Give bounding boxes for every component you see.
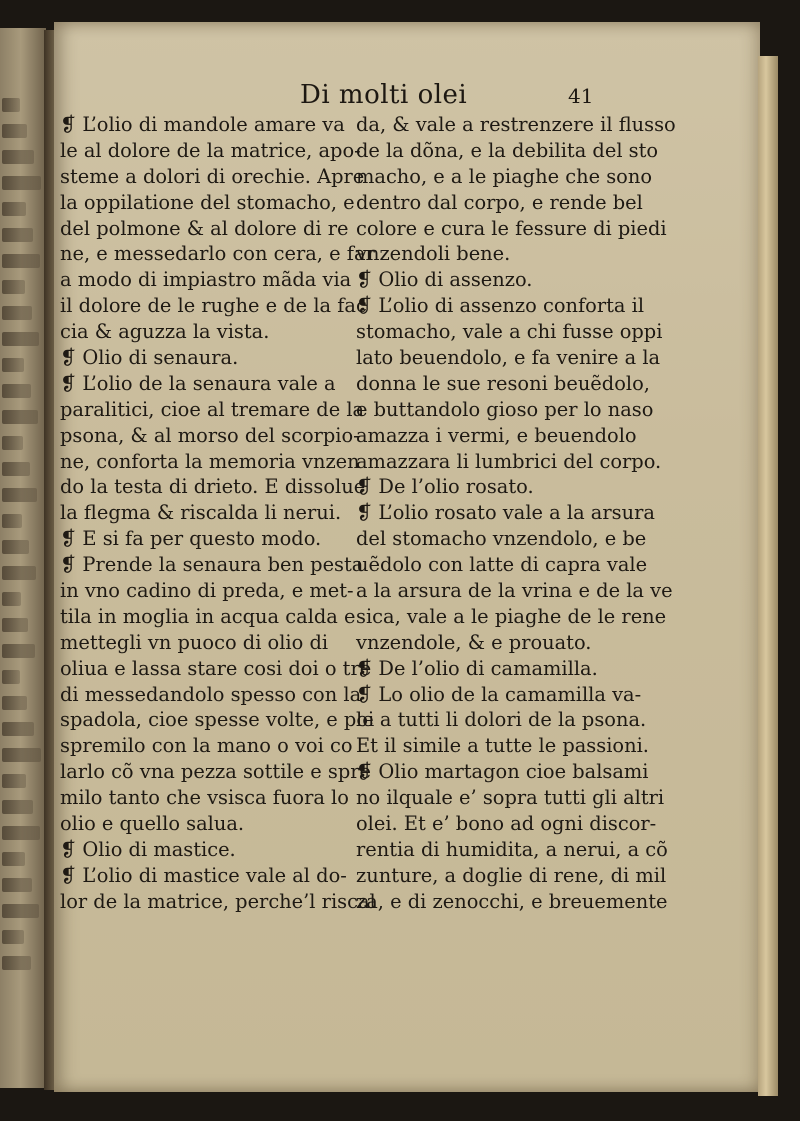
bleed-through-mark xyxy=(2,956,31,970)
text-line: ❡ Olio martagon cioe balsami xyxy=(356,760,649,784)
bleed-through-mark xyxy=(2,488,37,502)
text-line: de la dõna, e la debilita del sto xyxy=(356,138,659,162)
text-line: ❡ De l’olio di camamilla. xyxy=(356,656,598,680)
text-line: uẽdolo con latte di capra vale xyxy=(356,553,648,577)
text-line: no ilquale e’ sopra tutti gli altri xyxy=(356,786,665,810)
text-line: le al dolore de la matrice, apo- xyxy=(60,138,361,162)
page-number: 41 xyxy=(568,84,594,108)
book-fore-edge xyxy=(758,56,778,1096)
running-title: Di molti olei xyxy=(300,80,468,110)
text-line: donna le sue resoni beuẽdolo, xyxy=(356,371,650,395)
bleed-through-mark xyxy=(2,254,40,268)
text-line: vnzendole, & e prouato. xyxy=(356,630,592,654)
bleed-through-mark xyxy=(2,306,32,320)
text-line: amazzara li lumbrici del corpo. xyxy=(356,449,662,473)
text-line: ❡ De l’olio rosato. xyxy=(356,475,534,499)
text-line: ❡ L’olio di mastice vale al do- xyxy=(60,863,347,887)
bleed-through-mark xyxy=(2,202,26,216)
text-line: za, e di zenocchi, e breuemente xyxy=(356,889,668,913)
text-line: spadola, cioe spesse volte, e poi xyxy=(60,708,375,732)
text-line: la oppilatione del stomacho, e xyxy=(60,190,355,214)
bleed-through-mark xyxy=(2,228,33,242)
text-line: oliua e lassa stare cosi doi o tre xyxy=(60,656,372,680)
text-line: la flegma & riscalda li nerui. xyxy=(60,501,342,525)
text-line: olio e quello salua. xyxy=(60,812,245,836)
bleed-through-mark xyxy=(2,566,36,580)
text-line: ❡ L’olio de la senaura vale a xyxy=(60,371,336,395)
text-line: in vno cadino di preda, e met- xyxy=(60,579,354,603)
text-line: larlo cõ vna pezza sottile e spre xyxy=(60,760,371,784)
text-line: del polmone & al dolore di re xyxy=(60,216,349,240)
text-line: ❡ Olio di senaura. xyxy=(60,346,239,370)
bleed-through-mark xyxy=(2,878,32,892)
bleed-through-mark xyxy=(2,462,30,476)
text-line: ne, conforta la memoria vnzen xyxy=(60,449,360,473)
text-line: mettegli vn puoco di olio di xyxy=(60,630,329,654)
text-line: le a tutti li dolori de la psona. xyxy=(356,708,647,732)
text-line: di messedandolo spesso con la xyxy=(60,682,362,706)
bleed-through-mark xyxy=(2,696,27,710)
text-line: sica, vale a le piaghe de le rene xyxy=(356,604,667,628)
bleed-through-mark xyxy=(2,722,34,736)
previous-page-edge xyxy=(0,28,46,1088)
text-line: zunture, a doglie di rene, di mil xyxy=(356,863,667,887)
text-line: tila in moglia in acqua calda e xyxy=(60,604,356,628)
bleed-through-mark xyxy=(2,774,26,788)
text-line: da, & vale a restrenzere il flusso xyxy=(356,113,676,136)
text-line: ❡ E si fa per questo modo. xyxy=(60,527,322,551)
bleed-through-mark xyxy=(2,176,41,190)
text-line: vnzendoli bene. xyxy=(356,242,511,266)
bleed-through-mark xyxy=(2,332,39,346)
text-line: ne, e messedarlo con cera, e far xyxy=(60,242,375,266)
text-line: lor de la matrice, perche’l riscal xyxy=(60,889,376,913)
bleed-through-mark xyxy=(2,410,38,424)
bleed-through-mark xyxy=(2,540,29,554)
text-line: ❡ L’olio rosato vale a la arsura xyxy=(356,501,655,525)
text-line: a modo di impiastro mãda via xyxy=(60,268,352,292)
text-line: do la testa di drieto. E dissolue xyxy=(60,475,366,499)
text-line: e buttandolo gioso per lo naso xyxy=(356,397,654,421)
bleed-through-mark xyxy=(2,150,34,164)
text-line: milo tanto che vsisca fuora lo xyxy=(60,786,349,810)
bleed-through-mark xyxy=(2,800,33,814)
text-line: psona, & al morso del scorpio- xyxy=(60,423,360,447)
text-line: ❡ Olio di assenzo. xyxy=(356,268,533,292)
bleed-through-mark xyxy=(2,826,40,840)
right-text-column xyxy=(356,112,676,915)
bleed-through-mark xyxy=(2,514,22,528)
text-line: dentro dal corpo, e rende bel xyxy=(356,190,643,214)
bleed-through-mark xyxy=(2,280,25,294)
bleed-through-mark xyxy=(2,852,25,866)
bleed-through-mark xyxy=(2,358,24,372)
bleed-through-mark xyxy=(2,904,39,918)
bleed-through-mark xyxy=(2,98,20,112)
text-line: ❡ Prende la senaura ben pesta xyxy=(60,553,364,577)
text-line: spremilo con la mano o voi co xyxy=(60,734,353,758)
text-line: cia & aguzza la vista. xyxy=(60,320,270,344)
text-line: Et il simile a tutte le passioni. xyxy=(356,734,649,758)
bleed-through-mark xyxy=(2,644,35,658)
text-line: stomacho, vale a chi fusse oppi xyxy=(356,320,663,344)
bleed-through-mark xyxy=(2,748,41,762)
text-line: ❡ L’olio di assenzo conforta il xyxy=(356,294,645,318)
text-line: amazza i vermi, e beuendolo xyxy=(356,423,637,447)
bleed-through-mark xyxy=(2,930,24,944)
bleed-through-mark xyxy=(2,124,27,138)
left-text-column xyxy=(60,112,376,915)
text-line: olei. Et e’ bono ad ogni discor- xyxy=(356,812,657,836)
bleed-through-mark xyxy=(2,592,21,606)
bleed-through-mark xyxy=(2,384,31,398)
text-line: steme a dolori di orechie. Apre xyxy=(60,164,365,188)
bleed-through-mark xyxy=(2,618,28,632)
text-line: a la arsura de la vrina e de la ve xyxy=(356,579,673,603)
text-line: ❡ Olio di mastice. xyxy=(60,837,236,861)
bleed-through-mark xyxy=(2,436,23,450)
text-line: paralitici, cioe al tremare de la xyxy=(60,397,365,421)
text-line: ❡ L’olio di mandole amare va xyxy=(60,113,345,136)
bleed-through-mark xyxy=(2,670,20,684)
text-line: del stomacho vnzendolo, e be xyxy=(356,527,647,551)
text-line: macho, e a le piaghe che sono xyxy=(356,164,652,188)
text-line: rentia di humidita, a nerui, a cõ xyxy=(356,837,668,861)
text-line: colore e cura le fessure di piedi xyxy=(356,216,667,240)
text-line: lato beuendolo, e fa venire a la xyxy=(356,346,661,370)
text-line: il dolore de le rughe e de la fac xyxy=(60,294,367,318)
text-line: ❡ Lo olio de la camamilla va- xyxy=(356,682,642,706)
